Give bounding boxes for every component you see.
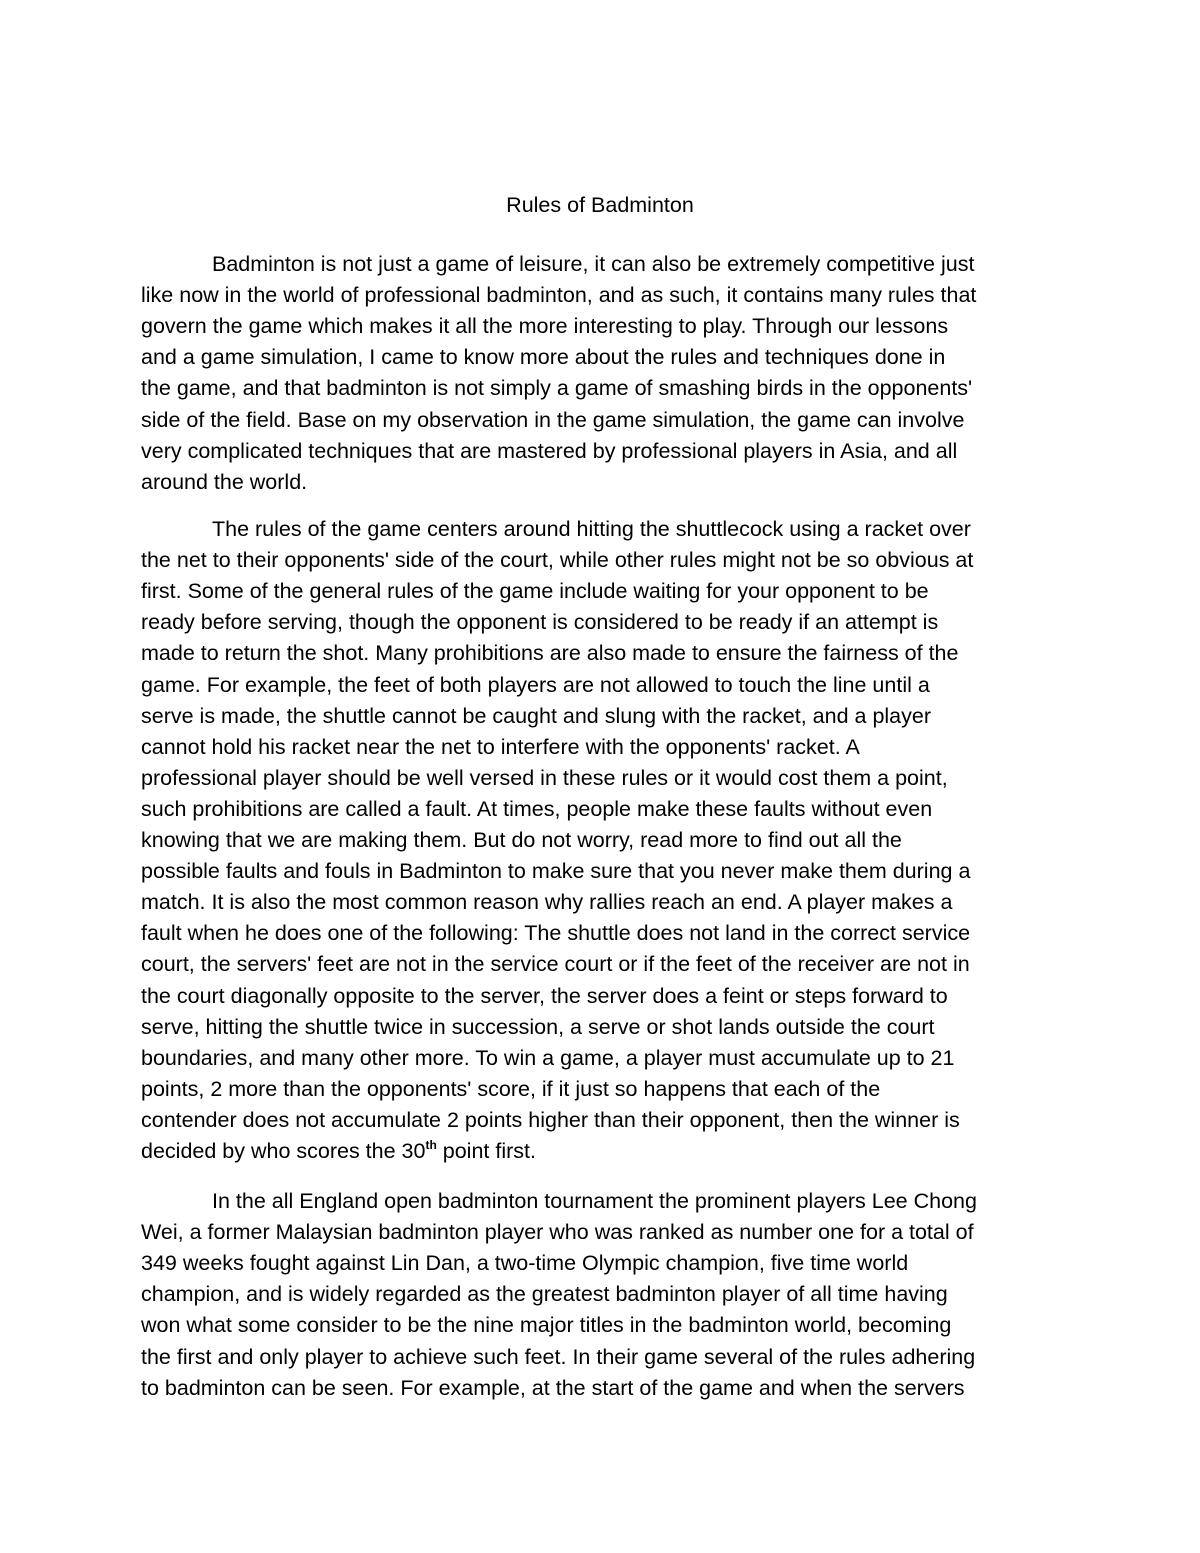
paragraph-line: The rules of the game centers around hitting the shuttlecock using a racket over xyxy=(212,517,971,541)
paragraph-line: game. For example, the feet of both players are not allowed to touch the line until a xyxy=(141,672,930,697)
paragraph-line: boundaries, and many other more. To win a game, a player must accumulate up to 21 xyxy=(141,1045,955,1070)
paragraph-line: very complicated techniques that are mastered by professional players in Asia, and all xyxy=(141,438,958,463)
paragraph-line: the court diagonally opposite to the server, the server does a feint or steps forward to xyxy=(141,983,948,1008)
line-text: decided by who scores the 30 xyxy=(141,1139,426,1163)
paragraph-line: such prohibitions are called a fault. At times, people make these faults without even xyxy=(141,796,933,821)
paragraph-line: points, 2 more than the opponents' score, if it just so happens that each of the xyxy=(141,1076,881,1101)
paragraph-line: and a game simulation, I came to know more about the rules and techniques done in xyxy=(141,345,946,370)
line-text: point first. xyxy=(436,1139,536,1163)
paragraph-line: Wei, a former Malaysian badminton player who was ranked as number one for a total of xyxy=(141,1220,974,1245)
paragraph-line: serve is made, the shuttle cannot be caught and slung with the racket, and a player xyxy=(141,703,932,728)
paragraph-line: fault when he does one of the following: The shuttle does not land in the correct service xyxy=(141,921,971,946)
paragraph-line: knowing that we are making them. But do not worry, read more to find out all the xyxy=(141,828,902,852)
paragraph-line: Badminton is not just a game of leisure, it can also be extremely competitive just xyxy=(212,252,975,276)
paragraph-line: around the world. xyxy=(141,469,308,494)
paragraph-line: contender does not accumulate 2 points higher than their opponent, then the winner is xyxy=(141,1107,960,1132)
paragraph-line: the game, and that badminton is not simply a game of smashing birds in the opponents' xyxy=(141,376,973,401)
paragraph-line: court, the servers' feet are not in the service court or if the feet of the receiver are not in xyxy=(141,952,970,977)
paragraph-line: champion, and is widely regarded as the greatest badminton player of all time having xyxy=(141,1282,948,1307)
paragraph-line: side of the field. Base on my observation in the game simulation, the game can involve xyxy=(141,407,965,432)
paragraph-line: first. Some of the general rules of the game include waiting for your opponent to be xyxy=(141,579,929,604)
paragraph-line: the net to their opponents' side of the court, while other rules might not be so obvious at xyxy=(141,548,974,573)
paragraph-line: the first and only player to achieve such feet. In their game several of the rules adhering xyxy=(141,1344,976,1369)
paragraph-line: to badminton can be seen. For example, at the start of the game and when the servers xyxy=(141,1375,965,1400)
paragraph-line: won what some consider to be the nine major titles in the badminton world, becoming xyxy=(141,1313,952,1338)
paragraph-line: In the all England open badminton tournament the prominent players Lee Chong xyxy=(212,1189,977,1213)
paragraph-line: possible faults and fouls in Badminton to make sure that you never make them during a xyxy=(141,859,971,884)
paragraph-line: serve, hitting the shuttle twice in succession, a serve or shot lands outside the court xyxy=(141,1014,935,1039)
paragraph-line: like now in the world of professional badminton, and as such, it contains many rules that xyxy=(141,283,977,308)
paragraph-line: professional player should be well versed in these rules or it would cost them a point, xyxy=(141,765,948,790)
paragraph-line xyxy=(141,1136,536,1167)
document-title: Rules of Badminton xyxy=(506,193,694,217)
paragraph-line: match. It is also the most common reason why rallies reach an end. A player makes a xyxy=(141,890,953,915)
paragraph-line: 349 weeks fought against Lin Dan, a two-time Olympic champion, five time world xyxy=(141,1251,909,1276)
paragraph-line: govern the game which makes it all the more interesting to play. Through our lessons xyxy=(141,314,949,339)
paragraph-line: made to return the shot. Many prohibitions are also made to ensure the fairness of the xyxy=(141,641,959,666)
paragraph-line: ready before serving, though the opponent is considered to be ready if an attempt is xyxy=(141,610,939,635)
paragraph-line: cannot hold his racket near the net to interfere with the opponents' racket. A xyxy=(141,734,860,759)
ordinal-superscript: th xyxy=(425,1137,437,1152)
